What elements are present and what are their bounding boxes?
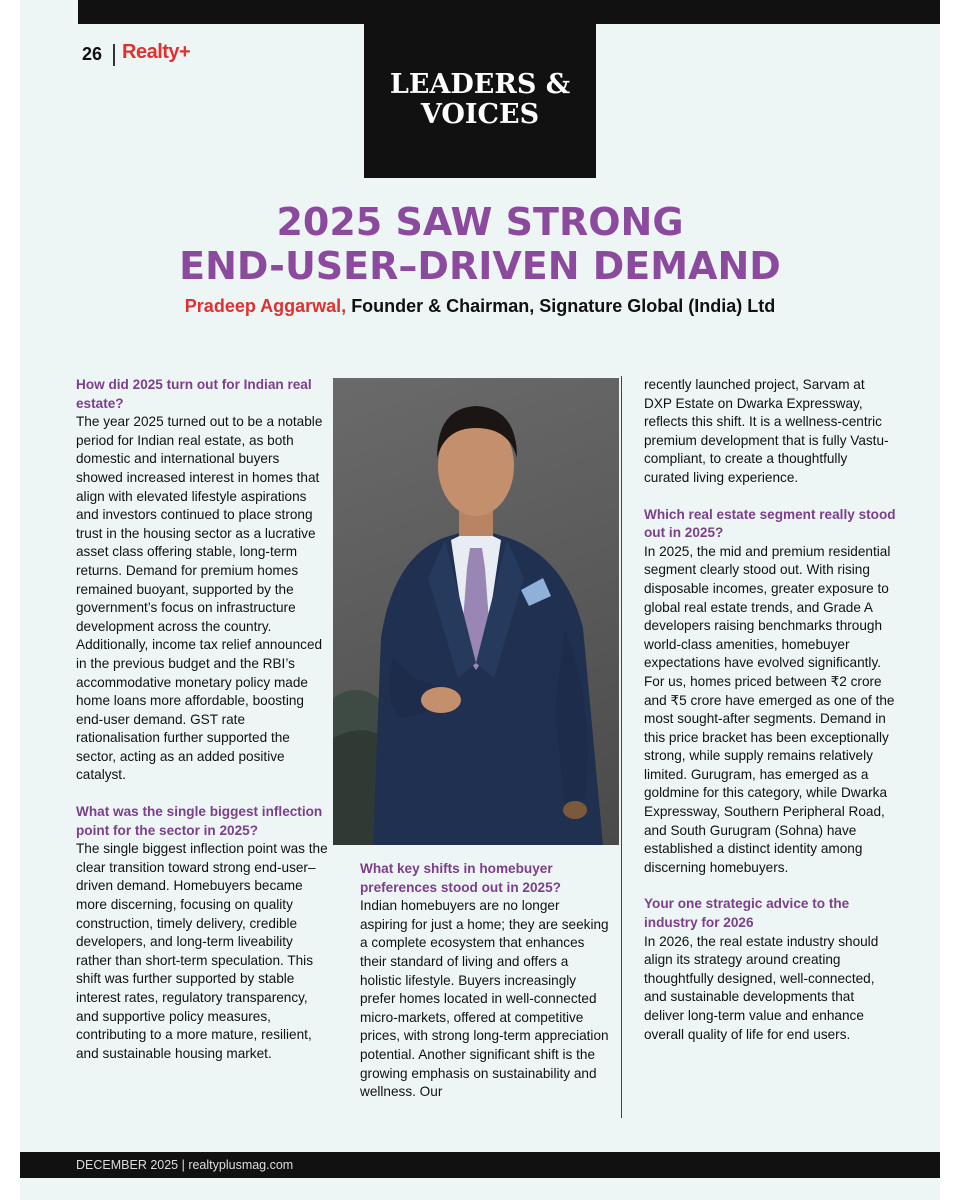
question-1: How did 2025 turn out for Indian real estate? [76,377,312,411]
section-label-line1: LEADERS & [389,69,571,100]
answer-5: In 2026, the real estate industry should align its strategy around creating thoughtfully designed, well-connected, and sustainable developments that deliver long-term value and enhance overall quality of life for end users. [644,933,879,1042]
headline-line1: 2025 SAW STRONG [276,200,684,244]
column-divider [621,376,622,1118]
answer-4: In 2025, the mid and premium residential segment clearly stood out. With rising disposable incomes, greater exposure to global real estate trends, and Grade A developers raising benchmarks through world-class amenities, homebuyer expectations have evolved significantly. For us, homes priced between ₹2 crore and ₹5 crore have emerged as one of the most sought-after segments. Demand in this price bracket has been exceptionally strong, while supply remains relatively limited. Gurugram, has emerged as a goldmine for this category, while Dwarka Expressway, Southern Peripheral Road, and South Gurugram (Sohna) have established a distinct identity among discerning homebuyers. [644,543,895,875]
top-bar [78,0,940,24]
column-left [76,376,328,1063]
answer-3-continued: recently launched project, Sarvam at DXP Estate on Dwarka Expressway, reflects this shift. It is a wellness-centric premium development that is fully Vastu-compliant, to create a thoughtfully curated living experience. [644,377,889,485]
byline-name: Pradeep Aggarwal, [184,296,347,316]
section-label-line2: VOICES [420,99,540,130]
question-4: Which real estate segment really stood out in 2025? [644,506,896,541]
answer-1: The year 2025 turned out to be a notable period for Indian real estate, as both domestic and international buyers showed increased interest in homes that align with elevated lifestyle aspirations and investors continued to place strong trust in the housing sector as a lucrative asset class offering stable, long-term returns. Demand for premium homes remained buoyant, supported by the government’s focus on infrastructure development across the country. Additionally, income tax relief announced in the previous budget and the RBI’s accommodative monetary policy made home loans more affordable, boosting end-user demand. GST rate rationalisation further supported the sector, acting as an added positive catalyst. [76,414,323,783]
headline-line2: END-USER–DRIVEN DEMAND [179,244,781,288]
footer-text: DECEMBER 2025 | realtyplusmag.com [76,1158,294,1172]
footer-bar [20,1152,940,1178]
answer-2: The single biggest inflection point was the clear transition toward strong end-user–driven demand. Homebuyers became more discerning, focusing on quality construction, timely delivery, credible developers, and long-term liveability rather than short-term speculation. This shift was further supported by stable interest rates, regulatory transparency, and supportive policy measures, contributing to a more mature, resilient, and sustainable housing market. [76,841,328,1061]
question-5: Your one strategic advice to the industry for 2026 [644,896,850,931]
page-number: 26 [82,44,103,64]
portrait-photo [333,378,619,845]
portrait-illustration [333,378,619,845]
byline [60,296,900,317]
column-right [644,376,896,1044]
byline-title: Founder & Chairman, Signature Global (India) Ltd [346,296,776,316]
question-3: What key shifts in homebuyer preferences stood out in 2025? [360,861,561,895]
section-label [364,24,596,178]
question-2: What was the single biggest inflection point for the sector in 2025? [76,804,323,838]
header-divider [113,44,115,66]
column-middle [360,860,610,1102]
answer-3: Indian homebuyers are no longer aspiring for just a home; they are seeking a complete ecosystem that enhances their standard of living and offers a holistic lifestyle. Buyers increasingly prefer homes located in well-connected micro-markets, offered at competitive prices, with strong long-term appreciation potential. Another significant shift is the growing emphasis on sustainability and wellness. Our [360,898,609,1100]
brand-logo: Realty+ [122,41,191,63]
